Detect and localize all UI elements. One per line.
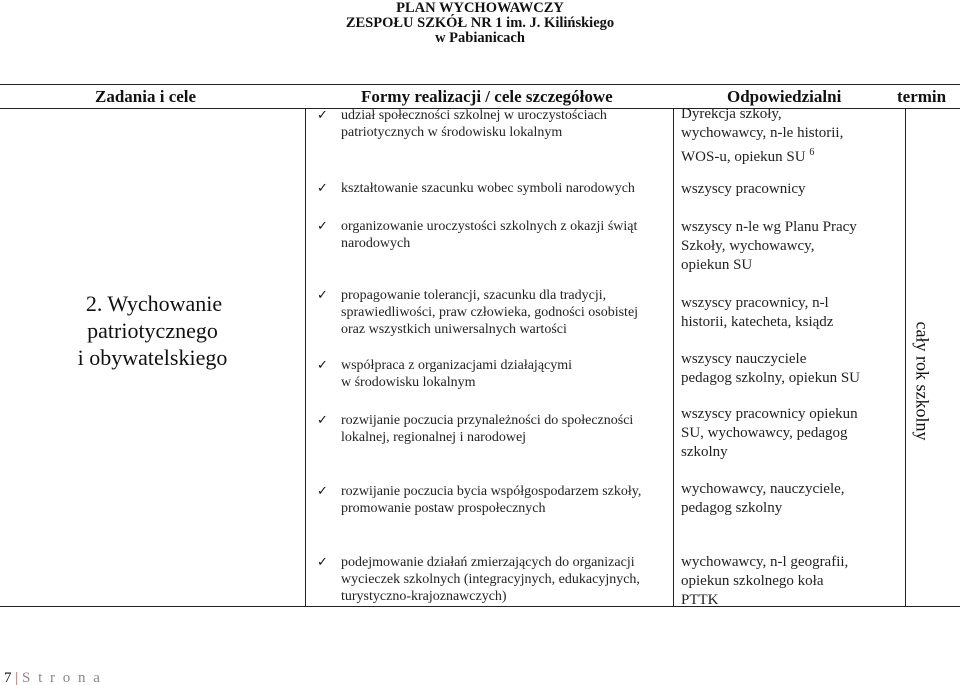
page-footer (4, 670, 102, 685)
column-header-term: termin (897, 87, 947, 106)
responsible-text: szkolny (681, 444, 728, 460)
responsible-item (681, 294, 833, 332)
responsible-item (681, 405, 858, 462)
column-divider (673, 109, 674, 606)
checkmark-icon: ✓ (317, 555, 328, 570)
responsible-item (681, 180, 806, 199)
responsible-text: wychowawcy, n-l geografii, (681, 554, 849, 570)
responsible-text: wszyscy pracownicy, n-l (681, 295, 829, 311)
responsible-item (681, 480, 845, 518)
checkmark-icon: ✓ (317, 484, 328, 499)
section-title-line1: Wychowanie (107, 291, 223, 316)
header-title: PLAN WYCHOWAWCZY (396, 0, 564, 16)
term-cell (911, 318, 933, 443)
header-city: w Pabianicach (435, 30, 525, 46)
task-text: sprawiedliwości, praw człowieka, godności osobistej (341, 305, 639, 320)
task-text: patriotycznych w środowisku lokalnym (341, 125, 563, 140)
task-text: wycieczek szkolnych (integracyjnych, edukacyjnych, (341, 572, 640, 587)
task-text: turystyczno-krajoznawczych) (341, 589, 507, 604)
column-header-tasks: Zadania i cele (95, 87, 197, 106)
checkmark-icon: ✓ (317, 358, 328, 373)
column-divider (905, 109, 906, 606)
document-header (0, 0, 960, 45)
page-number: 7 (4, 670, 12, 685)
section-title (0, 290, 305, 371)
task-text: współpraca z organizacjami działającymi (341, 358, 573, 373)
header-school: ZESPOŁU SZKÓŁ NR 1 im. J. Kilińskiego (345, 15, 615, 31)
responsible-text: SU, wychowawcy, pedagog (681, 425, 848, 441)
column-header-forms: Formy realizacji / cele szczegółowe (361, 87, 613, 106)
responsible-text: PTTK (681, 592, 719, 608)
checkmark-icon: ✓ (317, 181, 328, 196)
section-title-line3: i obywatelskiego (77, 345, 228, 370)
responsible-text: wychowawcy, nauczyciele, (681, 481, 845, 497)
task-text: organizowanie uroczystości szkolnych z okazji świąt (341, 219, 638, 234)
footer-label: S t r o n a (22, 670, 102, 685)
task-text: rozwijanie poczucia bycia współgospodarzem szkoły, (341, 484, 642, 499)
task-text: rozwijanie poczucia przynależności do społeczności (341, 413, 634, 428)
task-text: podejmowanie działań zmierzających do organizacji (341, 555, 635, 570)
responsible-item (681, 218, 857, 275)
task-text: lokalnej, regionalnej i narodowej (341, 430, 527, 445)
task-text: kształtowanie szacunku wobec symboli narodowych (341, 181, 635, 196)
footer-separator: | (15, 670, 19, 685)
responsible-text: wszyscy pracownicy (681, 181, 806, 197)
task-text: w środowisku lokalnym (341, 375, 476, 390)
responsible-item (681, 350, 860, 388)
responsible-text: pedagog szkolny, opiekun SU (681, 370, 861, 386)
responsible-text: WOS-u, opiekun SU (681, 149, 806, 165)
section-title-line2: patriotycznego (87, 318, 218, 343)
responsible-text: wszyscy n-le wg Planu Pracy (681, 219, 857, 235)
checkmark-icon: ✓ (317, 288, 328, 303)
responsible-text: wszyscy nauczyciele (681, 351, 807, 367)
column-divider (305, 109, 306, 606)
responsible-text: wychowawcy, n-le historii, (681, 125, 844, 141)
task-text: narodowych (341, 236, 411, 251)
section-number: 2. (85, 291, 103, 316)
task-text: udział społeczności szkolnej w uroczystościach (341, 108, 607, 123)
footnote-marker: 6 (809, 147, 815, 158)
checkmark-icon: ✓ (317, 219, 328, 234)
task-text: oraz wszystkich uniwersalnych wartości (341, 322, 567, 337)
responsible-item (681, 553, 848, 610)
responsible-text: Dyrekcja szkoły, (681, 106, 782, 122)
responsible-text: Szkoły, wychowawcy, (681, 238, 815, 254)
responsible-item (681, 105, 843, 167)
column-header-responsible: Odpowiedzialni (727, 87, 842, 106)
responsible-text: opiekun szkolnego koła (681, 573, 824, 589)
checkmark-icon: ✓ (317, 108, 328, 123)
responsible-text: historii, katecheta, ksiądz (681, 314, 834, 330)
responsible-text: opiekun SU (681, 257, 753, 273)
checkmark-icon: ✓ (317, 413, 328, 428)
task-text: propagowanie tolerancji, szacunku dla tradycji, (341, 288, 607, 303)
task-text: promowanie postaw prospołecznych (341, 501, 546, 516)
responsible-text: wszyscy pracownicy opiekun (681, 406, 858, 422)
term-text: cały rok szkolny (912, 321, 933, 440)
responsible-text: pedagog szkolny (681, 500, 783, 516)
